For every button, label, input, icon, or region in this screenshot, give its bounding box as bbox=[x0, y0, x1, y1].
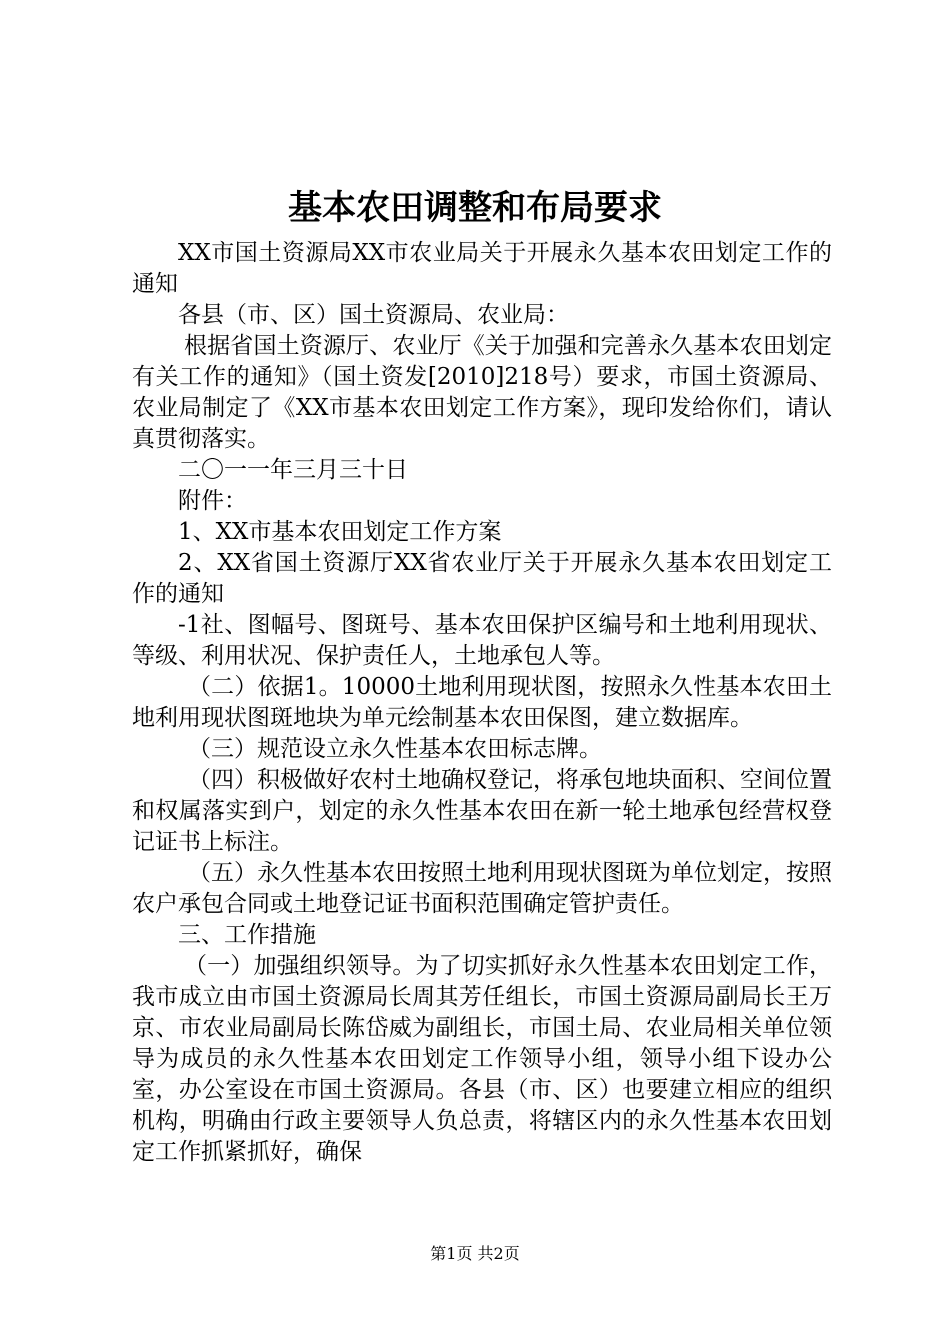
paragraph-date: 二〇一一年三月三十日 bbox=[178, 457, 408, 483]
paragraph-item-5: （五）永久性基本农田按照土地利用现状图斑为单位划定，按照农户承包合同或土地登记证书面积范围确定管护责任。 bbox=[132, 860, 832, 917]
paragraph-attachment-1: 1、XX市基本农田划定工作方案 bbox=[178, 519, 502, 545]
paragraph-basis: 根据省国土资源厅、农业厅《关于加强和完善永久基本农田划定有关工作的通知》（国土资发[2010]218号）要求，市国土资源局、农业局制定了《XX市基本农田划定工作方案》，现印发给你们，请认真贯彻落实。 bbox=[132, 333, 832, 452]
paragraph-fragment: -1社、图幅号、图斑号、基本农田保护区编号和土地利用现状、等级、利用状况、保护责任人，土地承包人等。 bbox=[132, 612, 832, 669]
paragraph-item-4: （四）积极做好农村土地确权登记，将承包地块面积、空间位置和权属落实到户，划定的永久性基本农田在新一轮土地承包经营权登记证书上标注。 bbox=[132, 767, 832, 855]
document-title: 基本农田调整和布局要求 bbox=[288, 188, 662, 228]
paragraph-attachments-label: 附件： bbox=[178, 488, 247, 514]
paragraph-notice-heading: XX市国土资源局XX市农业局关于开展永久基本农田划定工作的通知 bbox=[132, 240, 832, 297]
document-body bbox=[132, 238, 832, 1168]
paragraph-item-3: （三）规范设立永久性基本农田标志牌。 bbox=[188, 736, 602, 762]
page-footer: 第1页 共2页 bbox=[430, 1244, 520, 1263]
paragraph-attachment-2: 2、XX省国土资源厅XX省农业厅关于开展永久基本农田划定工作的通知 bbox=[132, 550, 832, 607]
paragraph-measure-1: （一）加强组织领导。为了切实抓好永久性基本农田划定工作，我市成立由市国土资源局长周其芳任组长，市国土资源局副局长王万京、市农业局副局长陈岱威为副组长，市国土局、农业局相关单位领导为成员的永久性基本农田划定工作领导小组，领导小组下设办公室，办公室设在市国土资源局。各县（市、区）也要建立相应的组织机构，明确由行政主要领导人负总责，将辖区内的永久性基本农田划定工作抓紧抓好，确保 bbox=[132, 953, 832, 1165]
paragraph-salutation: 各县（市、区）国土资源局、农业局： bbox=[178, 302, 569, 328]
paragraph-section-3-heading: 三、工作措施 bbox=[178, 922, 316, 948]
paragraph-item-2: （二）依据1。10000土地利用现状图，按照永久性基本农田土地利用现状图斑地块为单元绘制基本农田保图，建立数据库。 bbox=[132, 674, 832, 731]
